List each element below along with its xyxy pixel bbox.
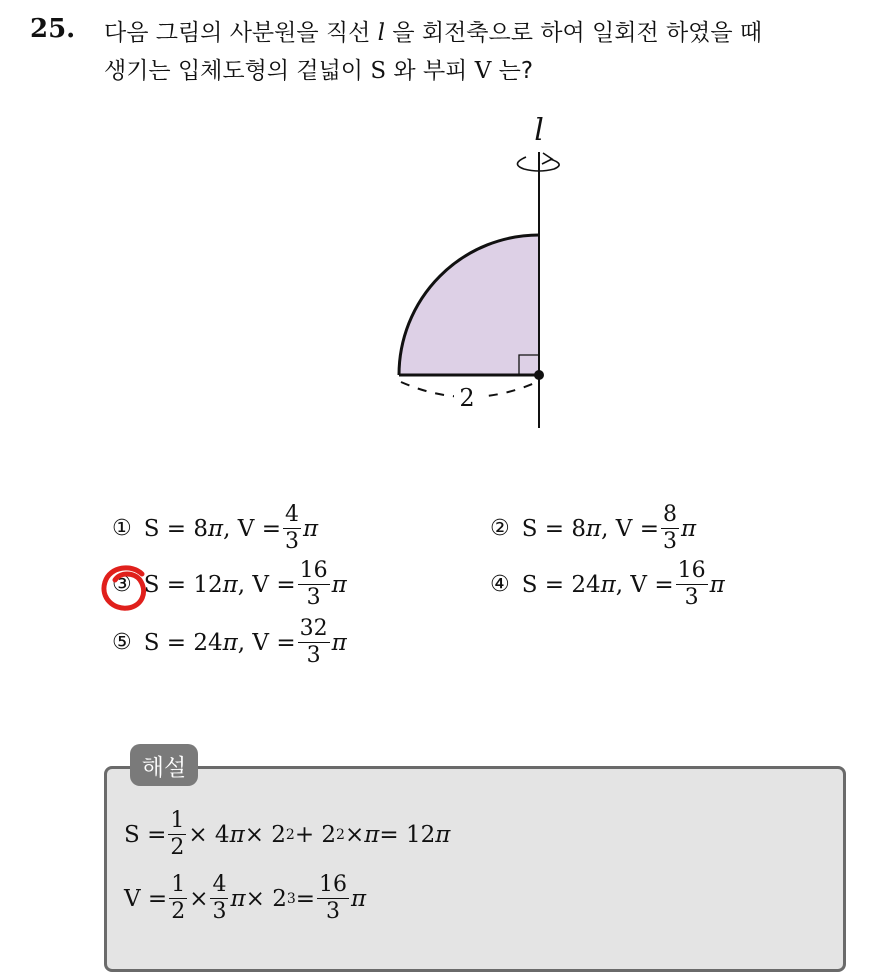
fraction-numerator: 4 [212,872,227,897]
solution-lhs: S = [124,821,167,848]
choice-marker: ③ [112,572,132,597]
solution-term: × [189,885,209,912]
quarter-circle-region [399,235,539,375]
correct-answer-circle-icon [98,562,154,616]
solution-tab: 해설 [130,744,198,786]
symbol-s: S [370,58,387,84]
fraction-numerator: 16 [299,558,328,583]
fraction-numerator: 16 [319,872,348,897]
choice-s-value: S = 8 [521,515,587,542]
pi-symbol: π [435,821,451,848]
radius-label: 2 [459,384,475,412]
fraction-numerator: 16 [677,558,706,583]
choice-s-value: S = 8 [143,515,209,542]
choice-s-value: S = 24 [521,571,601,598]
fraction-numerator: 1 [171,872,186,897]
pi-symbol: π [680,515,697,542]
volume-fraction [283,502,301,555]
solution-fraction [169,872,187,925]
fraction-numerator: 4 [284,502,299,527]
solution-fraction [210,872,228,925]
center-point [534,370,544,380]
pi-symbol: π [222,629,238,656]
choice-separator: , V = [601,515,659,542]
choice-marker: ② [490,516,510,541]
solution-exponent: 2 [336,826,345,843]
volume-fraction [676,558,708,611]
choice-separator: , V = [223,515,281,542]
question-number: 25. [30,14,76,44]
volume-fraction [661,502,679,555]
question-text-part: 다음 그림의 사분원을 직선 [104,20,378,46]
fraction-denominator: 3 [306,585,321,610]
pi-symbol: π [302,515,319,542]
choice-5[interactable] [112,616,347,669]
choice-2[interactable] [490,502,696,555]
pi-symbol: π [230,885,246,912]
question-text [104,14,864,90]
choice-separator: , V = [237,629,296,656]
solution-lhs: V = [124,885,168,912]
choice-separator: , V = [615,571,674,598]
axis-label: l [534,113,544,148]
fraction-denominator: 2 [171,899,186,924]
choice-separator: , V = [237,571,296,598]
fraction-denominator: 3 [212,899,227,924]
solution-term: × 2 [244,821,286,848]
question-text-part: 생기는 입체도형의 겉넓이 [104,58,371,84]
question-text-part: 와 부피 [386,58,475,84]
choice-1[interactable] [112,502,318,555]
pi-symbol: π [364,821,380,848]
pi-symbol: π [331,571,347,598]
solution-term: × 2 [245,885,287,912]
pi-symbol: π [600,571,616,598]
question-text-part: 는? [491,58,534,84]
fraction-denominator: 3 [284,529,299,554]
question-line-1 [104,14,864,52]
pi-symbol: π [229,821,245,848]
symbol-v: V [474,58,492,84]
solution-term: × 4 [188,821,230,848]
solution-box [104,766,846,972]
fraction-denominator: 3 [684,585,699,610]
question-text-part: 을 회전축으로 하여 일회전 하였을 때 [385,20,763,46]
fraction-numerator: 1 [170,808,185,833]
pi-symbol: π [222,571,238,598]
volume-fraction [298,616,330,669]
solution-surface-area [124,808,450,861]
question-line-2 [104,52,864,90]
pi-symbol: π [351,885,367,912]
solution-exponent: 2 [285,826,295,843]
fraction-numerator: 32 [299,616,328,641]
pi-symbol: π [331,629,347,656]
fraction-denominator: 3 [306,643,321,668]
solution-term: + 2 [294,821,337,848]
pi-symbol: π [709,571,725,598]
choice-marker: ④ [490,572,510,597]
solution-term: = [295,885,316,912]
solution-volume [124,872,366,925]
fraction-numerator: 8 [662,502,677,527]
choice-4[interactable] [490,558,725,611]
fraction-denominator: 2 [170,835,185,860]
axis-variable: l [377,20,386,46]
solution-fraction [168,808,186,861]
fraction-denominator: 3 [662,529,677,554]
pi-symbol: π [208,515,224,542]
quarter-circle-figure [380,110,580,440]
solution-term: = 12 [379,821,436,848]
fraction-denominator: 3 [326,899,341,924]
volume-fraction [298,558,330,611]
choice-s-value: S = 12 [143,571,223,598]
pi-symbol: π [586,515,602,542]
solution-fraction [317,872,349,925]
solution-term: × [344,821,365,848]
solution-exponent: 3 [286,890,296,907]
choice-marker: ① [112,516,132,541]
choice-marker: ⑤ [112,630,132,655]
choice-s-value: S = 24 [143,629,223,656]
